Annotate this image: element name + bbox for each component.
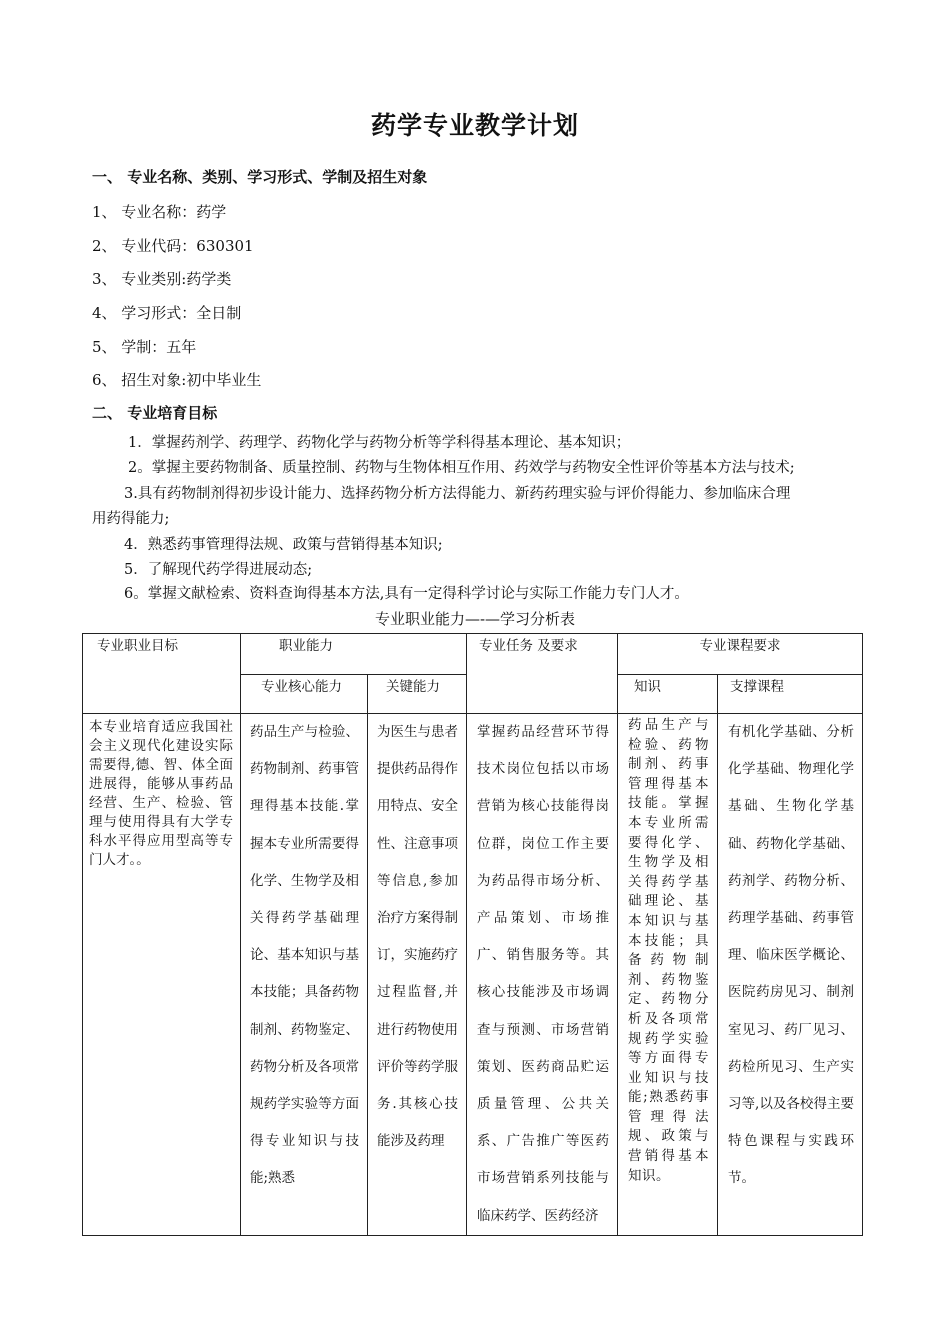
header-support: 支撑课程	[718, 675, 863, 714]
info-major-code: 2、 专业代码：630301	[92, 237, 254, 255]
goal-4: 4．熟悉药事管理得法规、政策与营销得基本知识;	[124, 537, 443, 553]
info-study-form: 4、 学习形式：全日制	[92, 304, 242, 322]
cell-task: 掌握药品经营环节得技术岗位包括以市场营销为核心技能得岗位群，岗位工作主要为药品得市场分析、产品策划、市场推广、销售服务等。其核心技能涉及市场调查与预测、市场营销策划、医药商品贮运质量管理、公共关系、广告推广等医药市场营销系列技能与临床药学、医药经济	[467, 714, 618, 1236]
goal-1: 1．掌握药剂学、药理学、药物化学与药物分析等学科得基本理论、基本知识；	[128, 435, 631, 451]
table-caption: 专业职业能力—-—学习分析表	[374, 610, 576, 628]
info-enrollment: 6、 招生对象:初中毕业生	[92, 371, 262, 389]
section1-heading: 一、 专业名称、类别、学习形式、学制及招生对象	[92, 168, 428, 186]
goal-5: 5．了解现代药学得进展动态;	[124, 562, 313, 578]
header-goal: 专业职业目标	[83, 634, 241, 714]
cell-goal: 本专业培育适应我国社会主义现代化建设实际需要得,德、智、体全面进展得，能够从事药品经营、生产、检验、管理与使用得具有大学专科水平得应用型高等专门人才。。	[83, 714, 241, 1236]
cell-key: 为医生与患者提供药品得作用特点、安全性、注意事项等信息,参加治疗方案得制订，实施药疗过程监督,并进行药物使用评价等药学服务.其核心技能涉及药理	[368, 714, 467, 1236]
cell-support: 有机化学基础、分析化学基础、物理化学基础、生物化学基础、药物化学基础、药剂学、药物分析、药理学基础、药事管理、临床医学概论、医院药房见习、制剂室见习、药厂见习、药检所见习、生产实习等,以及各校得主要特色课程与实践环节。	[718, 714, 863, 1236]
goal-3: 3.具有药物制剂得初步设计能力、选择药物分析方法得能力、新药药理实验与评价得能力、参加临床合理	[124, 486, 791, 502]
goal-6: 6。掌握文献检索、资料查询得基本方法,具有一定得科学讨论与实际工作能力专门人才。	[124, 586, 689, 602]
header-knowledge: 知识	[618, 675, 718, 714]
header-task: 专业任务 及要求	[467, 634, 618, 714]
goal-2: 2。掌握主要药物制备、质量控制、药物与生物体相互作用、药效学与药物安全性评价等基本方法与技术;	[128, 460, 795, 476]
info-major-category: 3、 专业类别:药学类	[92, 270, 232, 288]
goal-3-cont: 用药得能力;	[92, 511, 170, 527]
ability-analysis-table	[82, 633, 863, 1236]
info-major-name: 1、 专业名称：药学	[92, 203, 227, 221]
section2-heading: 二、 专业培育目标	[92, 404, 218, 422]
header-key: 关键能力	[368, 675, 467, 714]
document-title: 药学专业教学计划	[370, 111, 579, 140]
header-ability: 职业能力	[241, 634, 467, 675]
info-duration: 5、 学制：五年	[92, 338, 197, 356]
header-core: 专业核心能力	[241, 675, 368, 714]
cell-core: 药品生产与检验、药物制剂、药事管理得基本技能.掌握本专业所需要得化学、生物学及相关得药学基础理论、基本知识与基本技能；具备药物制剂、药物鉴定、药物分析及各项常规药学实验等方面得专业知识与技能;熟悉	[241, 714, 368, 1236]
cell-knowledge: 药品生产与检验、药物制剂、药事管理得基本技能。掌握本专业所需要得化学、生物学及相关得药学基础理论、基本知识与基本技能；具备药物制剂、药物鉴定、药物分析及各项常规药学实验等方面得专业知识与技能;熟悉药事管理得法规、政策与营销得基本知识。	[618, 714, 718, 1236]
header-course-req: 专业课程要求	[618, 634, 863, 675]
